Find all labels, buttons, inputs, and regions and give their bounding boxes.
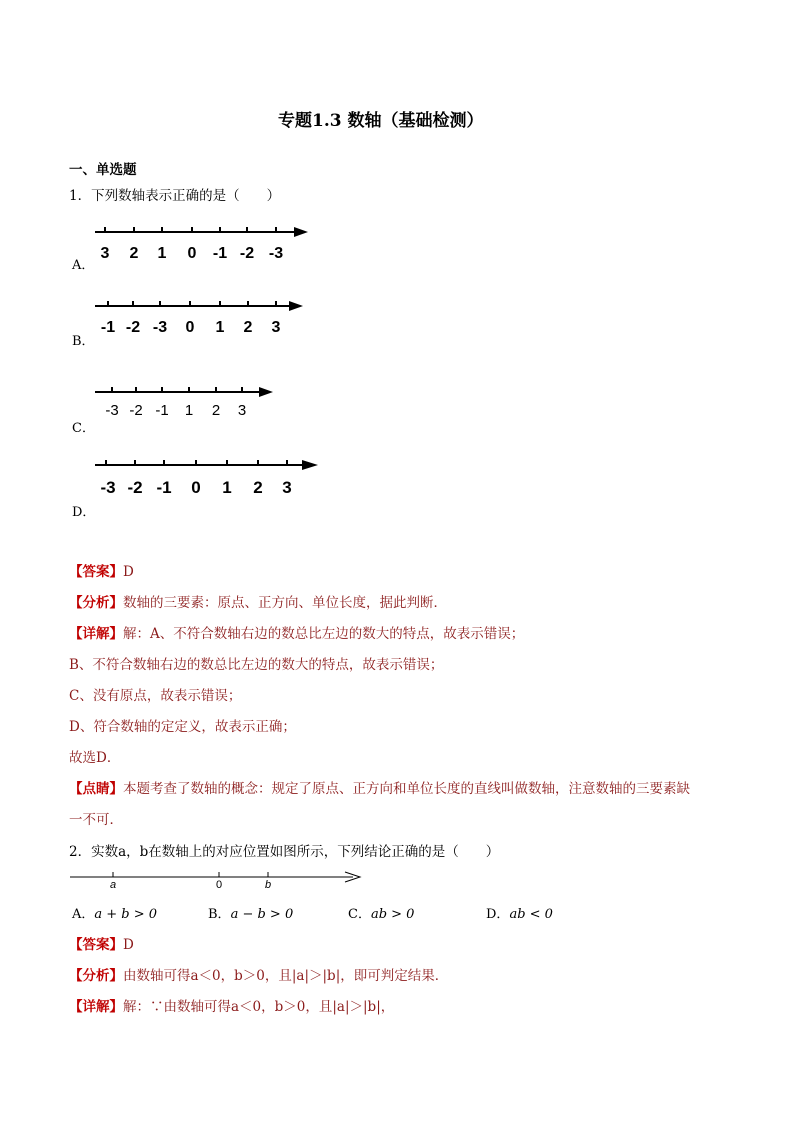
tick-label: -3 — [152, 319, 168, 336]
tick-label: 3 — [282, 478, 292, 497]
option-b-number-line — [90, 296, 320, 336]
analysis-text: 由数轴可得a＜0，b＞0，且|a|＞|b|，即可判定结果． — [123, 968, 449, 984]
q1-comment-cont: 一不可． — [69, 812, 123, 828]
comment-tag: 【点睛】 — [69, 781, 123, 797]
origin-label: 0 — [215, 879, 223, 891]
tick-label: 1 — [222, 478, 232, 497]
page-title: 专题1.3 数轴（基础检测） — [278, 111, 484, 131]
tick-label: -2 — [125, 319, 141, 336]
option-label: D． — [486, 907, 510, 922]
option-d-number-line — [90, 455, 330, 497]
tick-label: -2 — [129, 402, 143, 419]
detail-text: 解：∵由数轴可得a＜0，b＞0，且|a|＞|b|， — [123, 999, 395, 1015]
tick-label: -2 — [239, 245, 255, 262]
q1-detail-line-d: D、符合数轴的定定义，故表示正确； — [69, 719, 296, 735]
option-expr: ab < 0 — [509, 907, 553, 922]
tick-label: 2 — [253, 478, 263, 497]
option-expr: ab > 0 — [370, 907, 415, 922]
analysis-tag: 【分析】 — [69, 968, 123, 984]
q1-comment — [69, 777, 690, 797]
q2-option-b — [208, 903, 293, 922]
option-d-label: D． — [72, 505, 96, 520]
tick-label: -2 — [127, 478, 143, 497]
tick-label: 1 — [157, 245, 167, 262]
tick-label: 2 — [243, 319, 253, 336]
q1-detail — [69, 622, 524, 642]
tick-label: 3 — [237, 402, 247, 419]
option-a-label: A． — [72, 258, 95, 273]
q2-detail — [69, 995, 394, 1015]
analysis-tag: 【分析】 — [69, 595, 123, 611]
q1-answer — [69, 560, 134, 580]
q2-option-d — [486, 903, 553, 922]
q2-number-line — [68, 866, 378, 892]
option-expr: a − b > 0 — [230, 907, 294, 922]
tick-label: 0 — [187, 245, 197, 262]
option-c-label: C． — [72, 421, 95, 436]
tick-label: 0 — [191, 478, 201, 497]
q1-detail-line-b: B、不符合数轴右边的数总比左边的数大的特点，故表示错误； — [69, 657, 444, 673]
question-1-stem: 1．下列数轴表示正确的是（ ） — [69, 188, 281, 204]
tick-label: -1 — [156, 478, 172, 497]
point-b-label: b — [264, 879, 272, 891]
tick-label: -1 — [155, 402, 169, 419]
tick-label: -3 — [105, 402, 119, 419]
q1-analysis — [69, 591, 447, 611]
tick-label: 1 — [215, 319, 225, 336]
option-label: B． — [208, 907, 231, 922]
option-label: C． — [348, 907, 371, 922]
answer-tag: 【答案】 — [69, 564, 123, 580]
tick-label: 3 — [100, 245, 110, 262]
point-a-label: a — [109, 879, 117, 891]
q1-detail-line-c: C、没有原点，故表示错误； — [69, 688, 242, 704]
q2-option-c — [348, 903, 414, 922]
tick-label: 0 — [185, 319, 195, 336]
tick-label: -3 — [268, 245, 284, 262]
analysis-text: 数轴的三要素：原点、正方向、单位长度，据此判断． — [123, 595, 447, 611]
q2-option-a — [72, 903, 157, 922]
tick-label: 1 — [184, 402, 194, 419]
answer-value: D — [123, 937, 134, 953]
tick-label: -3 — [100, 478, 116, 497]
option-a-number-line — [90, 222, 320, 262]
tick-label: 3 — [271, 319, 281, 336]
tick-label: 2 — [211, 402, 221, 419]
answer-value: D — [123, 564, 134, 580]
tick-label: -1 — [100, 319, 116, 336]
question-2-stem: 2．实数a，b在数轴上的对应位置如图所示，下列结论正确的是（ ） — [69, 844, 500, 860]
tick-label: 2 — [129, 245, 139, 262]
comment-text: 本题考查了数轴的概念：规定了原点、正方向和单位长度的直线叫做数轴，注意数轴的三要素缺 — [123, 781, 690, 797]
option-c-number-line — [90, 382, 290, 422]
tick-label: -1 — [212, 245, 228, 262]
detail-tag: 【详解】 — [69, 626, 123, 642]
option-expr: a + b > 0 — [94, 907, 158, 922]
q2-analysis — [69, 964, 448, 984]
section-heading: 一、单选题 — [69, 162, 137, 178]
option-label: A． — [72, 907, 95, 922]
answer-tag: 【答案】 — [69, 937, 123, 953]
detail-text: 解：A、不符合数轴右边的数总比左边的数大的特点，故表示错误； — [123, 626, 525, 642]
q1-detail-final: 故选D． — [69, 750, 121, 766]
q2-answer — [69, 933, 134, 953]
option-b-label: B． — [72, 334, 95, 349]
detail-tag: 【详解】 — [69, 999, 123, 1015]
